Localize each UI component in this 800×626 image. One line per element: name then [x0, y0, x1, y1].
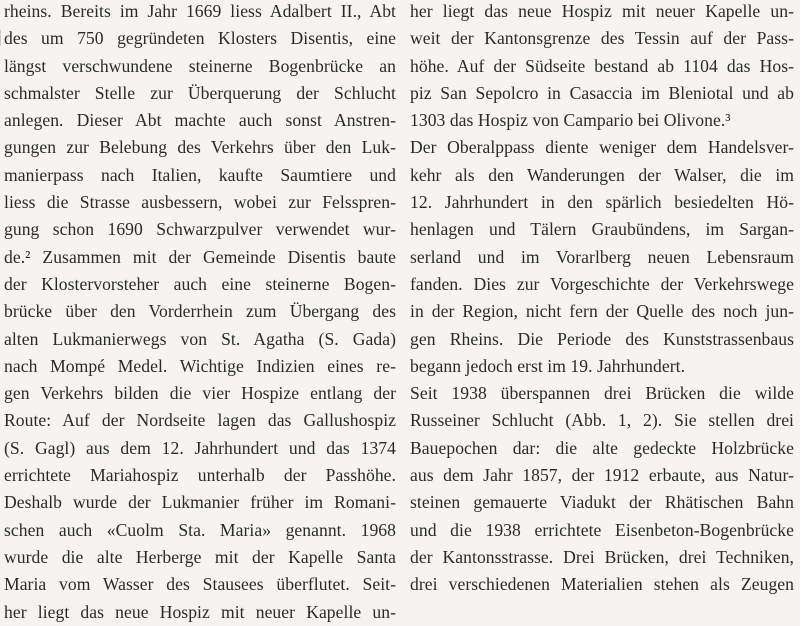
text-line: (S. Gagl) aus dem 12. Jahrhundert und das 1374	[4, 437, 396, 458]
text-line: längst verschwundene steinerne Bogenbrücke an	[4, 55, 396, 76]
text-line: gen Rheins. Die Periode des Kunststrassenbaus	[410, 328, 794, 349]
text-line: gen Verkehrs bilden die vier Hospize entlang der	[4, 383, 396, 404]
text-line: des um 750 gegründeten Klosters Disentis, eine	[4, 28, 396, 49]
text-line: Seit 1938 überspannen drei Brücken die wilde	[410, 383, 794, 404]
right-text-column	[410, 0, 794, 599]
text-line: Route: Auf der Nordseite lagen das Gallushospiz	[4, 410, 396, 431]
text-line: nach Mompé Medel. Wichtige Indizien eines re-	[4, 355, 396, 376]
text-line: 12. Jahrhundert in den spärlich besiedelten Hö-	[410, 192, 794, 213]
text-line: rheins. Bereits im Jahr 1669 liess Adalbert II., Abt	[4, 1, 396, 21]
text-line: weit der Kantonsgrenze des Tessin auf der Pass-	[410, 28, 794, 49]
text-line: 1303 das Hospiz von Campario bei Olivone.³	[410, 110, 731, 131]
text-line: liess die Strasse ausbessern, wobei zur Felsspren-	[4, 192, 396, 213]
text-line: anlegen. Dieser Abt machte auch sonst Anstren-	[4, 110, 396, 131]
text-line: Maria vom Wasser des Stausees überflutet. Seit-	[4, 574, 396, 595]
text-line: Deshalb wurde der Lukmanier früher im Romani-	[4, 492, 396, 513]
text-line: schen auch «Cuolm Sta. Maria» genannt. 1968	[4, 519, 396, 540]
text-line: gungen zur Belebung des Verkehrs über den Luk-	[4, 137, 396, 158]
text-line: und die 1938 errichtete Eisenbeton-Bogenbrücke	[410, 519, 794, 540]
text-line: her liegt das neue Hospiz mit neuer Kapelle un-	[410, 1, 794, 21]
text-line: kehr als den Wanderungen der Walser, die im	[410, 164, 794, 185]
text-line: drei verschiedenen Materialien stehen als Zeugen	[410, 574, 794, 595]
text-line: de.² Zusammen mit der Gemeinde Disentis baute	[4, 246, 396, 267]
text-line: steinen gemauerte Viadukt der Rhätischen Bahn	[410, 492, 794, 513]
text-line: errichtete Mariahospiz unterhalb der Passhöhe.	[4, 465, 396, 486]
text-line: in der Region, nicht fern der Quelle des noch jun-	[410, 301, 794, 322]
text-line: der Klostervorsteher auch eine steinerne Bogen-	[4, 273, 396, 294]
text-line: fanden. Dies zur Vorgeschichte der Verkehrswege	[410, 273, 794, 294]
text-line: schmalster Stelle zur Überquerung der Schlucht	[4, 82, 396, 103]
text-line: gung schon 1690 Schwarzpulver verwendet wur-	[4, 219, 396, 240]
text-line: Russeiner Schlucht (Abb. 1, 2). Sie stellen drei	[410, 410, 794, 431]
text-line: brücke über den Vorderrhein zum Übergang des	[4, 301, 396, 322]
left-text-column	[4, 0, 396, 626]
text-line: höhe. Auf der Südseite bestand ab 1104 das Hos-	[410, 55, 794, 76]
text-line: Bauepochen dar: die alte gedeckte Holzbrücke	[410, 437, 794, 458]
text-line: piz San Sepolcro in Casaccia im Bleniotal und ab	[410, 82, 794, 103]
text-line: serland und im Vorarlberg neuen Lebensraum	[410, 246, 794, 267]
text-line: Der Oberalppass diente weniger dem Handelsver-	[410, 137, 794, 158]
text-line: henlagen und Tälern Graubündens, im Sargan-	[410, 219, 794, 240]
text-line: begann jedoch erst im 19. Jahrhundert.	[410, 355, 686, 376]
text-line: der Kantonsstrasse. Drei Brücken, drei Techniken,	[410, 546, 794, 567]
text-line: her liegt das neue Hospiz mit neuer Kapelle un-	[4, 601, 396, 622]
text-line: manierpass nach Italien, kaufte Saumtiere und	[4, 164, 396, 185]
text-line: wurde die alte Herberge mit der Kapelle Santa	[4, 546, 396, 567]
text-line: alten Lukmanierwegs von St. Agatha (S. Gada)	[4, 328, 396, 349]
text-line: aus dem Jahr 1857, der 1912 erbaute, aus Natur-	[410, 465, 794, 486]
